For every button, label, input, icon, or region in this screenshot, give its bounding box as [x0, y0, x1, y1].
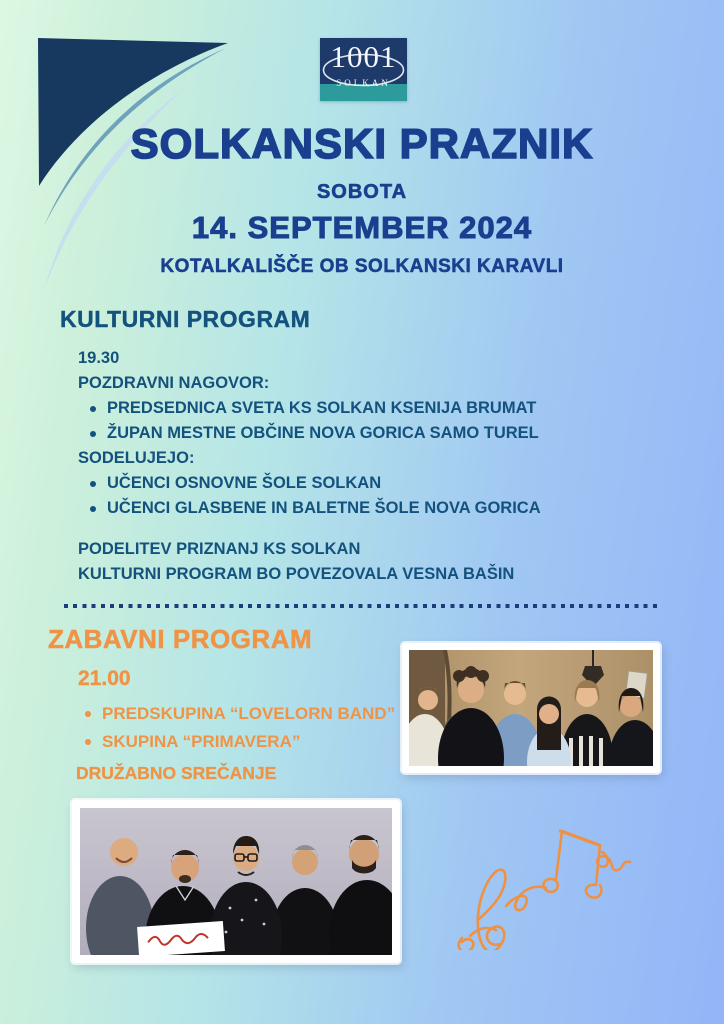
- logo-number: 1001: [330, 39, 397, 74]
- cultural-program-section: [60, 306, 640, 587]
- event-date: 14. SEPTEMBER 2024: [191, 210, 533, 245]
- list-item: ŽUPAN MESTNE OBČINE NOVA GORICA SAMO TUREL: [78, 421, 640, 446]
- list-item: PREDSEDNICA SVETA KS SOLKAN KSENIJA BRUMAT: [78, 396, 640, 421]
- cultural-time: 19.30: [78, 349, 120, 367]
- participants-label: SODELUJEJO:: [78, 449, 195, 467]
- greeting-list: [78, 396, 640, 446]
- corner-swoosh-decoration: [30, 28, 260, 328]
- music-notes-doodle-icon: [452, 790, 632, 950]
- cultural-program-body: [60, 346, 640, 587]
- participants-list: [78, 471, 640, 521]
- event-day: SOBOTA: [316, 181, 408, 203]
- list-item: UČENCI OSNOVNE ŠOLE SOLKAN: [78, 471, 640, 496]
- entertainment-closing: DRUŽABNO SREČANJE: [76, 763, 277, 783]
- entertainment-time: 21.00: [78, 667, 131, 690]
- list-item: UČENCI GLASBENE IN BALETNE ŠOLE NOVA GORICA: [78, 496, 640, 521]
- logo-name: SOLKAN: [336, 78, 391, 88]
- entertainment-program-section: [48, 624, 438, 787]
- event-venue: KOTALKALIŠČE OB SOLKANSKI KARAVLI: [160, 256, 564, 277]
- logo-1001-solkan: [320, 38, 407, 101]
- closing-line: PODELITEV PRIZNANJ KS SOLKAN: [78, 540, 361, 558]
- lovelorn-band-photo: [402, 643, 660, 773]
- band-photo-illustration: [409, 650, 653, 766]
- entertainment-list: [48, 700, 438, 756]
- list-item: PREDSKUPINA “LOVELORN BAND”: [48, 700, 438, 728]
- closing-line: KULTURNI PROGRAM BO POVEZOVALA VESNA BAŠIN: [78, 565, 515, 583]
- entertainment-program-heading: ZABAVNI PROGRAM: [48, 624, 313, 654]
- dotted-divider: [64, 604, 661, 608]
- band-photo-illustration: [80, 808, 392, 955]
- greeting-label: POZDRAVNI NAGOVOR:: [78, 374, 270, 392]
- list-item: SKUPINA “PRIMAVERA”: [48, 728, 438, 756]
- cultural-program-heading: KULTURNI PROGRAM: [60, 306, 311, 332]
- page-title: SOLKANSKI PRAZNIK: [130, 120, 594, 167]
- primavera-band-photo: [72, 800, 400, 963]
- cultural-closing: [78, 537, 640, 587]
